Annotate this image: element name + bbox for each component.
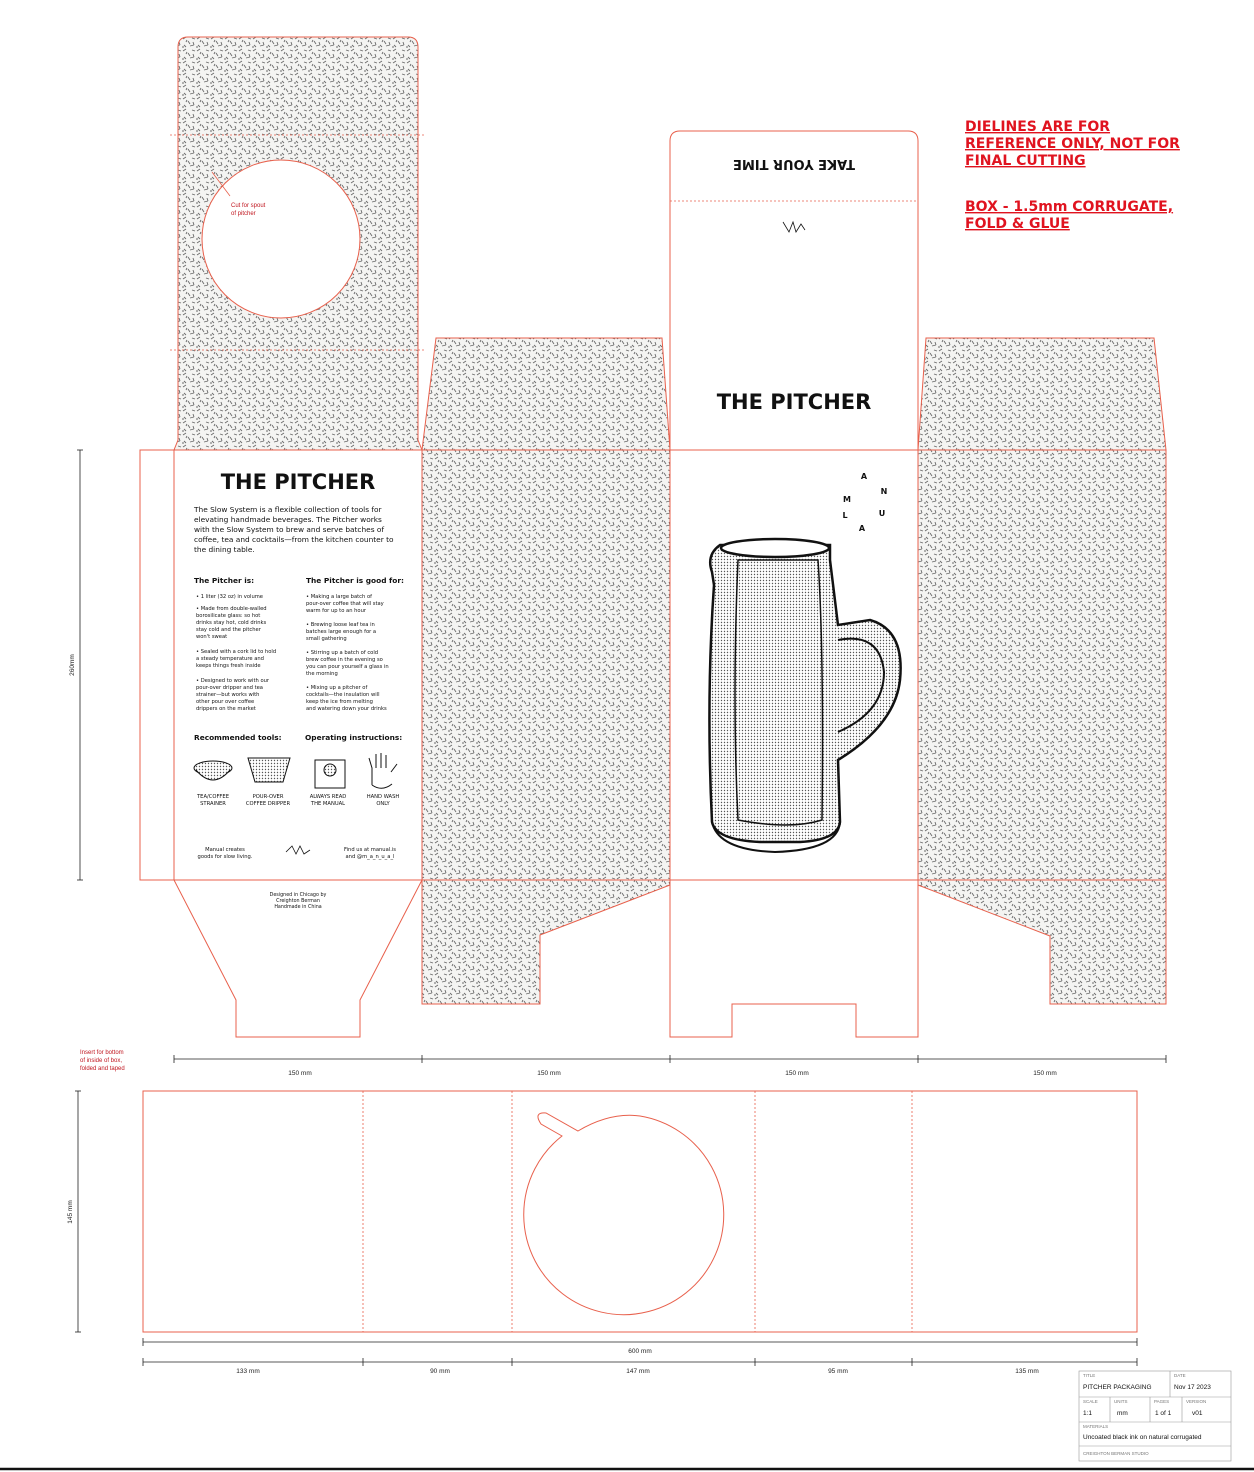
ops-heading: Operating instructions: — [305, 733, 403, 742]
svg-text:A: A — [858, 524, 866, 533]
side-top-flap-right — [918, 338, 1166, 450]
tb-date: Nov 17 2023 — [1174, 1384, 1211, 1391]
insert-dieline — [143, 1091, 1137, 1332]
svg-text:keeps things fresh inside: keeps things fresh inside — [196, 663, 261, 669]
panel-width-label-1: 150 mm — [288, 1070, 312, 1077]
svg-text:The Slow System is a flexible: The Slow System is a flexible collection of tools for — [194, 505, 382, 514]
svg-text:STRAINER: STRAINER — [200, 801, 226, 807]
side-panel-left — [422, 450, 670, 880]
spout-note-2: of pitcher — [231, 211, 256, 217]
back-footer — [198, 847, 397, 860]
tb-studio: CREIGHTON BERMAN STUDIO — [1083, 1451, 1149, 1456]
note-line-2: REFERENCE ONLY, NOT FOR — [965, 136, 1180, 152]
svg-text:• Mixing up a pitcher of: • Mixing up a pitcher of — [306, 685, 368, 691]
svg-text:with the Slow System to brew a: with the Slow System to brew and serve batches of — [194, 525, 385, 534]
svg-text:POUR-OVER: POUR-OVER — [252, 794, 284, 800]
svg-text:the dining table.: the dining table. — [194, 545, 255, 554]
insert-seg-1: 133 mm — [236, 1368, 260, 1375]
insert-total-label: 600 mm — [628, 1348, 652, 1355]
intro-text — [193, 505, 394, 554]
tb-units: mm — [1117, 1410, 1128, 1417]
svg-text:TITLE: TITLE — [1083, 1373, 1096, 1378]
svg-text:cocktails—the insulation will: cocktails—the insulation will — [306, 692, 380, 698]
insert-dimension-lines — [75, 1091, 1137, 1366]
insert-seg-5: 135 mm — [1015, 1368, 1039, 1375]
svg-text:• Brewing loose leaf tea in: • Brewing loose leaf tea in — [306, 622, 375, 628]
tea-strainer-icon — [194, 761, 232, 780]
manual-book-icon — [315, 760, 345, 788]
svg-text:ONLY: ONLY — [376, 801, 390, 807]
panel-width-label-4: 150 mm — [1033, 1070, 1057, 1077]
tb-scale: 1:1 — [1083, 1410, 1093, 1417]
svg-text:elevating handmade beverages.: elevating handmade beverages. The Pitcher works — [194, 515, 382, 524]
svg-text:M: M — [843, 495, 851, 504]
side-bottom-flap-left — [422, 880, 670, 1004]
pour-over-dripper-icon — [248, 758, 290, 782]
side-top-flap-left — [422, 338, 670, 450]
svg-text:and watering down your drinks: and watering down your drinks — [306, 706, 387, 712]
is-heading: The Pitcher is: — [194, 576, 255, 585]
svg-text:Manual creates: Manual creates — [205, 847, 245, 853]
svg-text:TEA/COFFEE: TEA/COFFEE — [197, 794, 229, 800]
manual-logo-mark-top — [783, 222, 805, 232]
spout-note-1: Cut for spout — [231, 203, 266, 209]
svg-text:keep the ice from melting: keep the ice from melting — [306, 699, 373, 705]
note-line-3: FINAL CUTTING — [965, 153, 1086, 169]
svg-text:U: U — [878, 509, 886, 518]
insert-seg-4: 95 mm — [828, 1368, 848, 1375]
insert-note-3: folded and taped — [80, 1066, 125, 1072]
brand-letters — [842, 472, 887, 533]
svg-text:SCALE: SCALE — [1083, 1399, 1098, 1404]
tagline: TAKE YOUR TIME — [732, 156, 856, 171]
pitcher-illustration — [709, 539, 900, 852]
svg-text:• Sealed with a cork lid to ho: • Sealed with a cork lid to hold — [196, 649, 277, 655]
svg-text:UNITS: UNITS — [1114, 1399, 1128, 1404]
svg-text:ALWAYS READ: ALWAYS READ — [309, 794, 347, 800]
svg-text:borosilicate glass: so hot: borosilicate glass: so hot — [196, 613, 261, 619]
svg-text:Creighton Berman: Creighton Berman — [276, 899, 320, 904]
designed-in-text — [270, 892, 327, 910]
svg-text:other pour over coffee: other pour over coffee — [196, 699, 255, 705]
svg-text:batches large enough for a: batches large enough for a — [306, 629, 377, 635]
tb-materials: Uncoated black ink on natural corrugated — [1083, 1434, 1202, 1441]
svg-text:small gathering: small gathering — [306, 636, 347, 642]
svg-text:PAGES: PAGES — [1154, 1399, 1170, 1404]
good-heading: The Pitcher is good for: — [306, 576, 404, 585]
svg-text:pour-over dripper and tea: pour-over dripper and tea — [196, 685, 263, 691]
svg-text:THE MANUAL: THE MANUAL — [310, 801, 346, 807]
svg-text:goods for slow living.: goods for slow living. — [197, 854, 253, 860]
side-bottom-flap-right — [918, 880, 1166, 1004]
svg-text:drinks stay hot, cold drinks: drinks stay hot, cold drinks — [196, 620, 267, 626]
panel-width-label-3: 150 mm — [785, 1070, 809, 1077]
manual-logo-mark-back — [286, 846, 310, 854]
glue-flap — [140, 450, 174, 880]
svg-text:L: L — [842, 511, 848, 520]
front-bottom-flap — [670, 880, 918, 1037]
svg-text:VERSION: VERSION — [1186, 1399, 1207, 1404]
svg-text:MATERIALS: MATERIALS — [1083, 1424, 1109, 1429]
hand-wash-icon — [369, 753, 397, 788]
svg-text:DATE: DATE — [1174, 1373, 1186, 1378]
svg-text:the morning: the morning — [306, 671, 338, 677]
svg-text:• 1 liter (32 oz) in volume: • 1 liter (32 oz) in volume — [196, 594, 263, 600]
svg-text:drippers on the market: drippers on the market — [196, 706, 256, 712]
svg-text:coffee, tea and cocktails—from: coffee, tea and cocktails—from the kitchen counter to — [194, 535, 394, 544]
svg-text:• Making a large batch of: • Making a large batch of — [306, 594, 372, 600]
svg-text:pour-over coffee that will sta: pour-over coffee that will stay — [306, 601, 384, 607]
svg-text:Handmade in China: Handmade in China — [274, 905, 322, 910]
insert-note-2: of inside of box, — [80, 1058, 123, 1064]
svg-text:• Made from double-walled: • Made from double-walled — [196, 606, 267, 612]
insert-note-1: Insert for bottom — [80, 1050, 124, 1056]
box-height-label: 260mm — [69, 654, 76, 676]
svg-text:• Designed to work with our: • Designed to work with our — [196, 678, 270, 684]
svg-text:A: A — [860, 472, 868, 481]
tb-version: v01 — [1192, 1410, 1203, 1417]
tb-title: PITCHER PACKAGING — [1083, 1384, 1152, 1391]
svg-text:COFFEE DRIPPER: COFFEE DRIPPER — [245, 801, 291, 807]
insert-seg-2: 90 mm — [430, 1368, 450, 1375]
insert-pitcher-cutout — [524, 1113, 724, 1315]
panel-width-label-2: 150 mm — [537, 1070, 561, 1077]
svg-text:Find us at manual.is: Find us at manual.is — [344, 847, 396, 853]
svg-text:and @m_a_n_u_a_l: and @m_a_n_u_a_l — [345, 854, 395, 860]
insert-seg-3: 147 mm — [626, 1368, 650, 1375]
spout-cutout — [202, 160, 360, 318]
svg-text:you can pour yourself a glass: you can pour yourself a glass in — [306, 664, 389, 670]
side-panel-right — [918, 450, 1166, 880]
svg-text:Designed in Chicago by: Designed in Chicago by — [269, 893, 327, 898]
svg-text:warm for up to an hour: warm for up to an hour — [306, 608, 367, 614]
svg-text:• Stirring up a batch of cold: • Stirring up a batch of cold — [306, 650, 379, 656]
note-line-5: FOLD & GLUE — [965, 216, 1070, 232]
svg-text:stay cold and the pitcher: stay cold and the pitcher — [196, 627, 261, 633]
good-list — [306, 594, 389, 712]
svg-text:strainer—but works with: strainer—but works with — [196, 692, 260, 698]
svg-text:brew coffee in the evening so: brew coffee in the evening so — [306, 657, 383, 663]
svg-text:HAND WASH: HAND WASH — [366, 794, 400, 800]
tb-pages: 1 of 1 — [1155, 1410, 1172, 1417]
svg-text:N: N — [880, 487, 888, 496]
svg-text:won't sweat: won't sweat — [196, 634, 228, 640]
insert-height-label: 145 mm — [67, 1200, 74, 1224]
note-line-1: DIELINES ARE FOR — [965, 119, 1111, 135]
is-list — [196, 594, 276, 712]
front-title: THE PITCHER — [716, 390, 872, 414]
back-title: THE PITCHER — [220, 470, 376, 494]
icon-captions — [196, 794, 399, 807]
tools-heading: Recommended tools: — [194, 733, 282, 742]
note-line-4: BOX - 1.5mm CORRUGATE, — [965, 199, 1174, 215]
svg-text:a steady temperature and: a steady temperature and — [196, 656, 264, 662]
